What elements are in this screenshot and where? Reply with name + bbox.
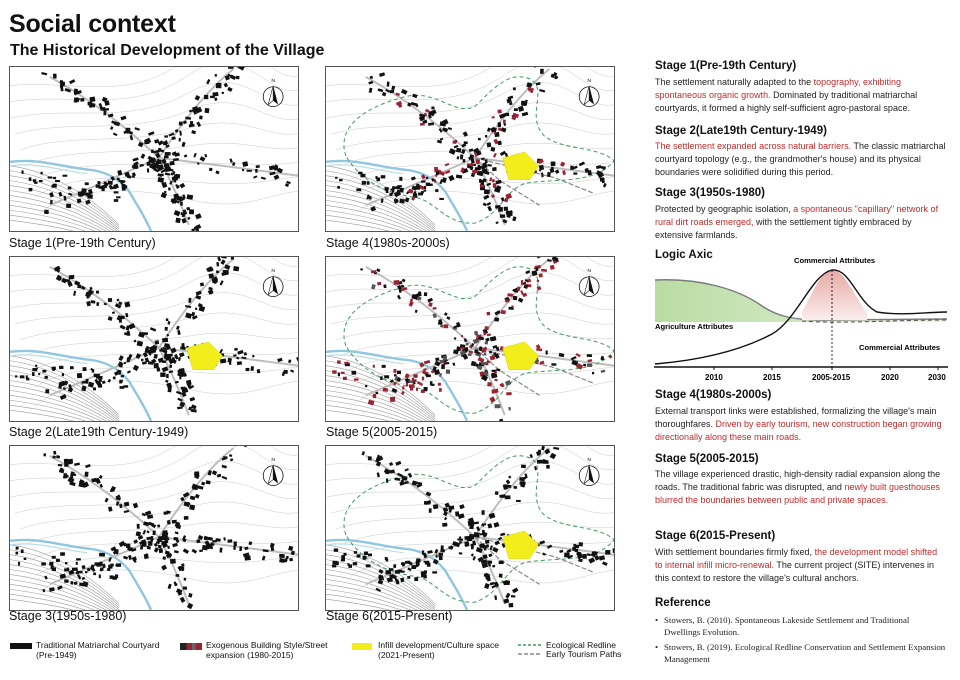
stage-3-heading: Stage 3(1950s-1980) [655,187,765,199]
tick-2010: 2010 [705,373,723,382]
buildings [15,257,298,413]
river-branch [326,165,403,174]
reference-text: Stowers, B. (2010). Spontaneous Lakeside Settlement and Traditional Dwellings Evolution. [664,615,910,637]
commercial-peak-area [802,270,867,320]
north-arrow-icon [579,78,599,107]
north-label: N [271,268,275,274]
village-map [326,67,614,231]
infill-area [503,342,539,370]
legend-label-paths: Early Tourism Paths [546,649,622,659]
label-agriculture: Agriculture Attributes [655,322,734,331]
legend-swatch-exogenous [180,643,202,650]
stage-1-heading: Stage 1(Pre-19th Century) [655,60,797,72]
north-arrow-icon [579,268,599,297]
legend-label-text: Exogenous Building Style/Street expansion (1980-2015) [206,640,328,660]
highlighted-text: a spontaneous "capillary" network of rural dirt roads emerged, [655,204,939,227]
north-label: N [271,457,275,463]
body-text: The current project (SITE) intervenes in this context to restore the village's cultural anchors. [655,559,934,583]
legend-label-text: Infill development/Culture space (2021-Present) [378,640,499,660]
agriculture-area [655,280,947,322]
stage-map [9,66,299,232]
legend-label-redline: Ecological Redline [546,640,616,650]
buildings [22,67,298,231]
body-text: The settlement naturally adapted to the [655,77,814,87]
logic-axis-diagram [652,250,950,388]
tick-2005-2015: 2005-2015 [812,373,851,382]
logic-axis-heading: Logic Axic [655,249,713,261]
village-map [10,446,298,610]
north-label: N [271,78,275,84]
roads [50,448,298,604]
legend-label-infill [378,640,499,660]
stage-map [325,66,615,232]
highlighted-text: the development model shifted to internal infill micro-renewal. [655,547,938,570]
stage-6-heading: Stage 6(2015-Present) [655,530,776,542]
legend-label-exogenous [206,640,327,660]
legend-swatch-redline [518,643,542,647]
body-text: The village experienced drastic, high-density radial expansion along the roads. The traditional fabric was disrupted, and [655,469,941,492]
legend-label-text: Traditional Matriarchal Courtyard (Pre-1949) [36,640,160,660]
stage-map-caption: Stage 3(1950s-1980) [9,609,127,623]
body-text: with the settlement tightly embraced by extensive farmlands. [655,216,912,240]
tick-2015: 2015 [763,373,781,382]
reference-bullet: • [655,615,659,625]
reference-heading: Reference [655,597,711,609]
stage-map-caption: Stage 5(2005-2015) [326,425,438,439]
stage-4-text [655,405,947,443]
village-map [326,446,614,610]
body-text: Dominated by traditional matriarchal courtyards, it formed a highly self-sufficient agro-pastoral space. [655,89,918,113]
tick-2020: 2020 [881,373,899,382]
village-map [10,257,298,421]
stage-map-caption: Stage 1(Pre-19th Century) [9,236,156,250]
stage-2-heading: Stage 2(Late19th Century-1949) [655,125,827,137]
north-label: N [587,457,591,463]
north-arrow-icon [579,457,599,486]
stage-2-text [655,140,947,178]
legend-swatch-paths [518,652,542,656]
reference-bullet: • [655,642,659,652]
body-text: With settlement boundaries firmly fixed, [655,547,815,557]
stage-5-text [655,468,947,506]
roads [50,259,298,415]
label-commercial-top: Commercial Attributes [794,256,876,265]
buildings [15,446,295,609]
highlighted-text: Driven by early tourism, new construction began growing directionally along these main roads. [655,418,942,442]
north-label: N [587,78,591,84]
legend-swatch-courtyard [10,643,32,649]
stage-map-caption: Stage 6(2015-Present) [326,609,453,623]
stage-4-heading: Stage 4(1980s-2000s) [655,389,772,401]
stage-6-text [655,546,947,584]
highlighted-text: The settlement expanded across natural barriers. [655,141,852,151]
north-arrow-icon [263,268,283,297]
stage-map-caption: Stage 2(Late19th Century-1949) [9,425,189,439]
stage-map-caption: Stage 4(1980s-2000s) [326,236,450,250]
stage-3-text [655,203,947,241]
reference-text: Stowers, B. (2019). Ecological Redline Conservation and Settlement Expansion Management [664,642,946,664]
reference-item [655,641,947,665]
highlighted-text: topography, exhibiting spontaneous organic growth. [655,77,902,100]
village-map [10,67,298,231]
legend-swatch-infill [352,643,372,650]
river-branch [10,355,87,364]
north-arrow-icon [263,457,283,486]
village-map [326,257,614,421]
infill-area [187,342,223,370]
reference-item [655,614,947,638]
tick-2030: 2030 [928,373,946,382]
stage-map [9,256,299,422]
legend-label-courtyard [36,640,159,660]
stage-map [325,256,615,422]
stage-1-text [655,76,947,114]
body-text: External transport links were established, formalizing the village's main thoroughfares. [655,406,937,429]
highlighted-text: newly built guesthouses blurred the boundaries between public and private spaces. [655,481,941,505]
stage-5-heading: Stage 5(2005-2015) [655,453,759,465]
infill-area [503,152,539,180]
stage-map [325,445,615,611]
body-text: The classic matriarchal courtyard topology (e.g., the grandmother's house) and its physical boundaries were solidified during this period. [655,141,946,177]
stage-map [9,445,299,611]
label-commercial-bottom: Commercial Attributes [859,343,941,352]
north-label: N [587,268,591,274]
body-text: Protected by geographic isolation, [655,204,794,214]
north-arrow-icon [263,78,283,107]
page-title: Social context [9,10,176,38]
page-subtitle: The Historical Development of the Village [10,42,325,59]
